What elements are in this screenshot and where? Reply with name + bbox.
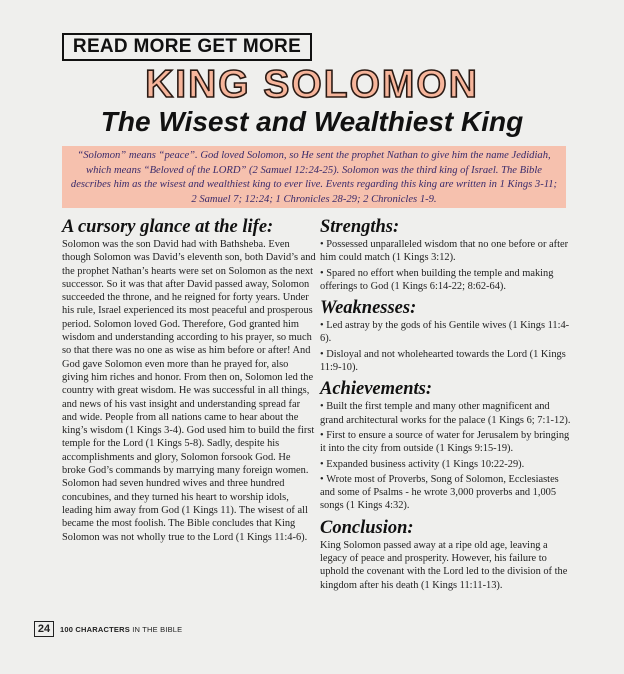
conclusion-heading: Conclusion: xyxy=(320,517,414,538)
weaknesses-list xyxy=(320,319,572,374)
strengths-section xyxy=(320,216,572,293)
book-title-bold: 100 CHARACTERS xyxy=(60,624,130,634)
achievements-section xyxy=(320,378,572,512)
strengths-heading: Strengths: xyxy=(320,217,400,237)
achievements-heading: Achievements: xyxy=(320,379,433,400)
book-title-rest: IN THE BIBLE xyxy=(129,624,183,634)
page-number: 24 xyxy=(34,621,54,637)
right-column xyxy=(320,216,572,596)
intro-box: “Solomon” means “peace”. God loved Solomon, so He sent the prophet Nathan to give him the name Jedidiah, which means “Beloved of the LORD” (2 Samuel 12:24-25). Solomon was the third king of Israel. The Bible describes him as the wisest and wealthiest king to ever live. Events regarding this king are written in 1 Kings 3-11; 2 Samuel 7; 12:24; 1 Chronicles 28-29; 2 Chronicles 1-9. xyxy=(62,146,566,208)
achievement-item: • Wrote most of Proverbs, Song of Solomon, Ecclesiastes and some of Psalms - he wrote 3,000 proverbs and 1,005 songs (1 Kings 4:32). xyxy=(320,473,572,513)
weaknesses-section xyxy=(320,297,572,374)
conclusion-section xyxy=(320,517,572,592)
page-subtitle: The Wisest and Wealthiest King xyxy=(100,106,524,137)
weakness-item: • Disloyal and not wholehearted towards the Lord (1 Kings 11:9-10). xyxy=(320,348,572,375)
book-title xyxy=(60,625,182,634)
cursory-text: Solomon was the son David had with Bathsheba. Even though Solomon was David’s eleventh son, both David’s and the prophet Nathan’s hearts were set on Solomon as the next successor. So it was that after David passed away, Solomon succeeded the throne, and he reigned for forty years. Under his rule, Israel experienced its most peaceful and prosperous period. Solomon loved God. Therefore, God granted him wisdom and understanding according to his prayer, so much so that there was no one as wise as him before or after! And God gave Solomon even more than he prayed for, also giving him riches and honor. From then on, Solomon led the country with great wisdom. He was successful in all things, and news of his vast insight and understanding spread far and wide. People from all nations came to hear about the king’s wisdom (1 Kings 3-4). God used him to build the first temple for the Lord (1 Kings 5-8). Sadly, despite his accomplishments and glory, Solomon forsook God. He broke God’s commands by marrying many foreign women. Solomon had seven hundred wives and three hundred concubines, and they turned his heart to worship idols, leading him away from God (1 Kings 11). The wisest of all became the most foolish. The Bible concludes that King Solomon was not wholly true to the Lord (1 Kings 11:4-6). xyxy=(62,239,316,543)
strength-item: • Possessed unparalleled wisdom that no one before or after him could match (1 Kings 3:12). xyxy=(320,238,572,265)
strengths-list xyxy=(320,238,572,293)
strength-item: • Spared no effort when building the temple and making offerings to God (1 Kings 6:14-22; 8:62-64). xyxy=(320,267,572,294)
page-title: KING SOLOMON xyxy=(145,63,479,106)
cursory-heading: A cursory glance at the life: xyxy=(62,217,274,237)
weaknesses-heading: Weaknesses: xyxy=(320,298,417,319)
achievement-item: • First to ensure a source of water for Jerusalem by bringing it into the city from outside (1 Kings 9:15-19). xyxy=(320,429,572,456)
page-footer xyxy=(34,621,182,637)
achievements-list xyxy=(320,400,572,512)
achievement-item: • Built the first temple and many other magnificent and grand architectural works for the palace (1 Kings 6; 7:1-12). xyxy=(320,400,572,427)
read-more-banner: READ MORE GET MORE xyxy=(62,33,312,61)
conclusion-text: King Solomon passed away at a ripe old age, leaving a legacy of peace and prosperity. However, his failure to uphold the covenant with the Lord led to the division of the kingdom after his death (1 Kings 11:11-13). xyxy=(320,539,568,591)
left-column xyxy=(62,216,316,544)
weakness-item: • Led astray by the gods of his Gentile wives (1 Kings 11:4-6). xyxy=(320,319,572,346)
achievement-item: • Expanded business activity (1 Kings 10:22-29). xyxy=(320,458,572,471)
